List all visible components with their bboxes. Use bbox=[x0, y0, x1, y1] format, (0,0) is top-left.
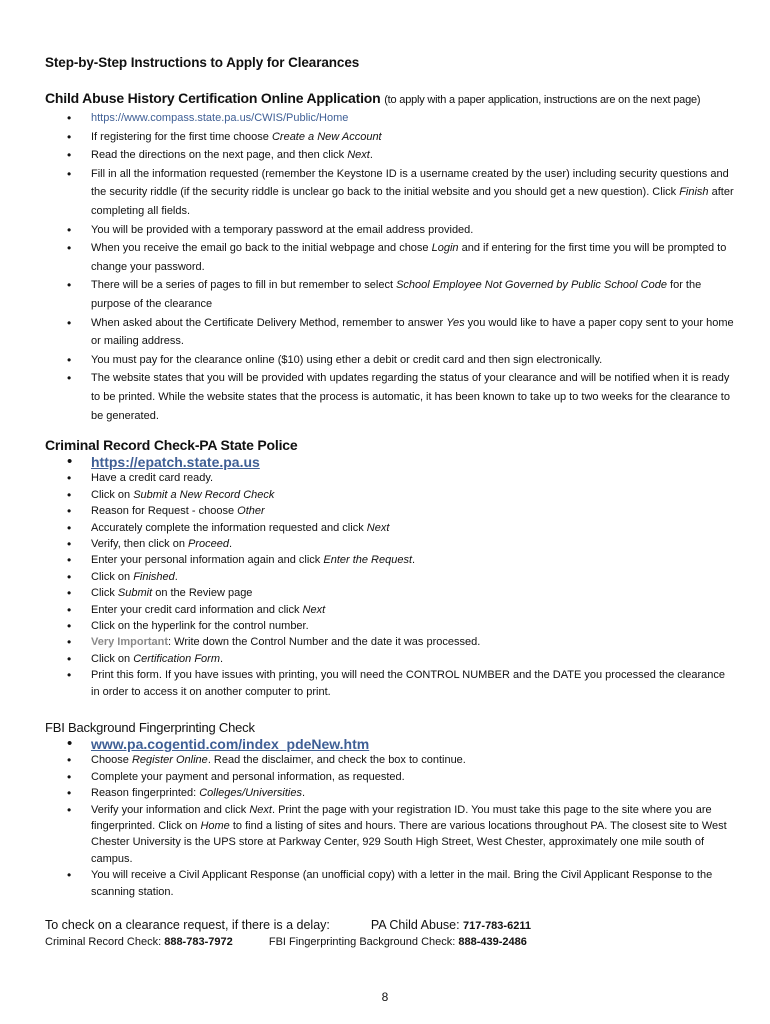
criminal-step-item bbox=[45, 602, 735, 618]
criminal-step-item bbox=[45, 470, 735, 486]
emphasized-text: Finish bbox=[679, 186, 709, 199]
item-text: Have a credit card ready. bbox=[91, 472, 214, 485]
item-text: for the purpose of the clearance bbox=[91, 279, 702, 310]
item-text: Verify, then click on bbox=[91, 538, 189, 551]
item-text: Click on bbox=[91, 652, 134, 665]
emphasized-text: Submit a New Record Check bbox=[133, 488, 275, 501]
item-text: Click bbox=[91, 587, 118, 600]
child-abuse-phone: 717-783-6211 bbox=[463, 920, 531, 932]
cogent-website-link[interactable]: www.pa.cogentid.com/index_pdeNew.htm bbox=[91, 736, 370, 752]
item-text: There will be a series of pages to fill in but remember to select bbox=[91, 279, 397, 292]
criminal-record-heading: Criminal Record Check-PA State Police bbox=[45, 437, 298, 453]
emphasized-text: Next bbox=[302, 603, 326, 616]
emphasized-text: Register Online bbox=[131, 754, 208, 767]
child-abuse-step-item bbox=[45, 276, 735, 313]
criminal-contact-label: Criminal Record Check: bbox=[45, 936, 165, 948]
fbi-contact-label: FBI Fingerprinting Background Check: bbox=[268, 936, 459, 948]
item-text: . bbox=[219, 652, 224, 665]
emphasized-text: Other bbox=[237, 505, 265, 518]
item-text: Complete your payment and personal information, as requested. bbox=[91, 770, 405, 783]
fbi-step-item bbox=[45, 752, 735, 768]
criminal-link-item bbox=[45, 454, 735, 470]
item-text: When asked about the Certificate Delivery Method, remember to answer bbox=[91, 316, 447, 329]
item-text: Read the directions on the next page, and then click bbox=[91, 149, 348, 162]
child-abuse-step-item bbox=[45, 351, 735, 370]
criminal-step-item bbox=[45, 618, 735, 634]
item-text: You will be provided with a temporary password at the email address provided. bbox=[91, 223, 474, 236]
item-text: after completing all fields. bbox=[91, 186, 734, 217]
item-text: and if entering for the first time you will be prompted to change your password. bbox=[91, 242, 727, 273]
emphasized-text: Colleges/Universities bbox=[199, 787, 302, 800]
contact-line-1 bbox=[45, 918, 531, 932]
emphasized-text: Proceed bbox=[188, 538, 229, 551]
item-text: to find a listing of sites and hours. There are various locations throughout PA. The closest site to West Chester University is the UPS store at Parkway Center, 929 South High Street, West Chester, approximately one mile south of campus. bbox=[91, 820, 727, 865]
item-text: You will receive a Civil Applicant Response (an unofficial copy) with a letter in the mail. Bring the Civil Applicant Response to the scanning station. bbox=[91, 869, 713, 898]
criminal-step-item bbox=[45, 520, 735, 536]
fbi-step-item bbox=[45, 785, 735, 801]
fbi-steps-list bbox=[45, 736, 735, 900]
criminal-step-item bbox=[45, 569, 735, 585]
criminal-step-item bbox=[45, 585, 735, 601]
item-text: . bbox=[229, 538, 233, 551]
item-text: Choose bbox=[91, 754, 132, 767]
emphasized-text: Login bbox=[431, 242, 459, 255]
child-abuse-section bbox=[45, 90, 735, 425]
fbi-heading: FBI Background Fingerprinting Check bbox=[45, 720, 255, 735]
emphasized-text: Yes bbox=[446, 316, 465, 329]
item-text: Reason fingerprinted: bbox=[91, 787, 200, 800]
criminal-step-item bbox=[45, 503, 735, 519]
criminal-step-item bbox=[45, 536, 735, 552]
item-text: Verify your information and click bbox=[91, 803, 250, 816]
fbi-step-item bbox=[45, 802, 735, 868]
emphasized-text: Next bbox=[366, 521, 390, 534]
item-text: You must pay for the clearance online ($10) using ether a debit or credit card and then sign electronically. bbox=[91, 353, 603, 366]
very-important-label: Very Important bbox=[91, 636, 169, 649]
criminal-phone: 888-783-7972 bbox=[164, 936, 233, 948]
fbi-phone: 888-439-2486 bbox=[458, 936, 527, 948]
item-text: on the Review page bbox=[152, 587, 253, 600]
item-text: . Print the page with your registration ID. You must take this page to the site where you are fingerprinted. Click on bbox=[91, 803, 712, 833]
child-abuse-heading bbox=[45, 90, 735, 106]
child-abuse-step-item bbox=[45, 369, 735, 425]
child-abuse-step-item bbox=[45, 221, 735, 240]
fbi-fingerprint-section bbox=[45, 720, 735, 900]
child-abuse-step-item bbox=[45, 239, 735, 276]
item-text: you would like to have a paper copy sent to your home or mailing address. bbox=[91, 316, 734, 348]
item-text: . bbox=[412, 554, 416, 567]
item-text: . bbox=[174, 570, 178, 583]
criminal-record-section bbox=[45, 437, 735, 700]
item-text: Print this form. If you have issues with printing, you will need the CONTROL NUMBER and the DATE you processed the clearance in order to access it on another computer to print. bbox=[91, 669, 725, 698]
delay-label: To check on a clearance request, if there is a delay: bbox=[45, 918, 330, 932]
item-text: Accurately complete the information requested and click bbox=[91, 521, 367, 534]
emphasized-text: Next bbox=[347, 149, 370, 162]
criminal-step-item bbox=[45, 651, 735, 667]
emphasized-text: Finished bbox=[133, 570, 175, 583]
fbi-link-item bbox=[45, 736, 735, 752]
item-text: Fill in all the information requested (remember the Keystone ID is a username created by the user) including security questions and the security riddle (if the security riddle is unclear go back to the initial website and you should get a new question). Click bbox=[91, 167, 729, 199]
child-abuse-heading-note: (to apply with a paper application, instructions are on the next page) bbox=[384, 94, 701, 106]
child-abuse-heading-text: Child Abuse History Certification Online Application bbox=[45, 90, 381, 106]
page-title: Step-by-Step Instructions to Apply for Clearances bbox=[45, 55, 360, 70]
fbi-step-item bbox=[45, 867, 735, 900]
child-abuse-step-item bbox=[45, 314, 735, 351]
emphasized-text: Create a New Account bbox=[271, 130, 382, 143]
criminal-step-item bbox=[45, 487, 735, 503]
emphasized-text: Home bbox=[200, 820, 230, 833]
emphasized-text: Next bbox=[249, 803, 272, 816]
emphasized-text: School Employee Not Governed by Public School Code bbox=[396, 279, 667, 292]
emphasized-text: Enter the Request bbox=[323, 554, 413, 567]
criminal-step-item bbox=[45, 667, 735, 700]
item-text: Click on the hyperlink for the control number. bbox=[91, 620, 309, 633]
epatch-website-link[interactable]: https://epatch.state.pa.us bbox=[91, 454, 260, 470]
item-text: . bbox=[369, 149, 373, 162]
criminal-steps-list bbox=[45, 454, 735, 700]
item-text: If registering for the first time choose bbox=[91, 130, 272, 143]
child-abuse-step-item bbox=[45, 128, 735, 147]
child-abuse-link-item bbox=[45, 109, 735, 128]
contact-line-2 bbox=[45, 936, 527, 948]
child-abuse-step-item bbox=[45, 165, 735, 221]
item-text: Reason for Request - choose bbox=[91, 505, 238, 518]
item-text: Write down the Control Number and the date it was processed. bbox=[174, 636, 481, 649]
item-text: . Read the disclaimer, and check the box to continue. bbox=[207, 754, 466, 767]
item-text: Enter your credit card information and click bbox=[91, 603, 303, 616]
item-text: Click on bbox=[91, 488, 134, 501]
criminal-step-item bbox=[45, 552, 735, 568]
child-abuse-contact-label: PA Child Abuse: bbox=[370, 918, 464, 932]
item-text: Enter your personal information again and click bbox=[91, 554, 324, 567]
child-abuse-step-item bbox=[45, 146, 735, 165]
emphasized-text: Submit bbox=[117, 587, 153, 600]
fbi-step-item bbox=[45, 769, 735, 785]
emphasized-text: Certification Form bbox=[133, 652, 220, 665]
child-abuse-website-link[interactable]: https://www.compass.state.pa.us/CWIS/Public/Home bbox=[91, 112, 349, 124]
item-text: When you receive the email go back to the initial webpage and chose bbox=[91, 242, 432, 255]
page-number: 8 bbox=[381, 990, 389, 1004]
criminal-step-item: • Very Important: Write down the Control Number and the date it was processed. bbox=[45, 634, 735, 650]
item-text: The website states that you will be provided with updates regarding the status of your clearance and will be notified when it is ready to be printed. While the website states that the process is automatic, it has been known to take up to two weeks for the clearance to be generated. bbox=[91, 372, 730, 422]
item-text: . bbox=[301, 787, 306, 800]
child-abuse-steps-list bbox=[45, 109, 735, 425]
item-text: Click on bbox=[91, 570, 134, 583]
